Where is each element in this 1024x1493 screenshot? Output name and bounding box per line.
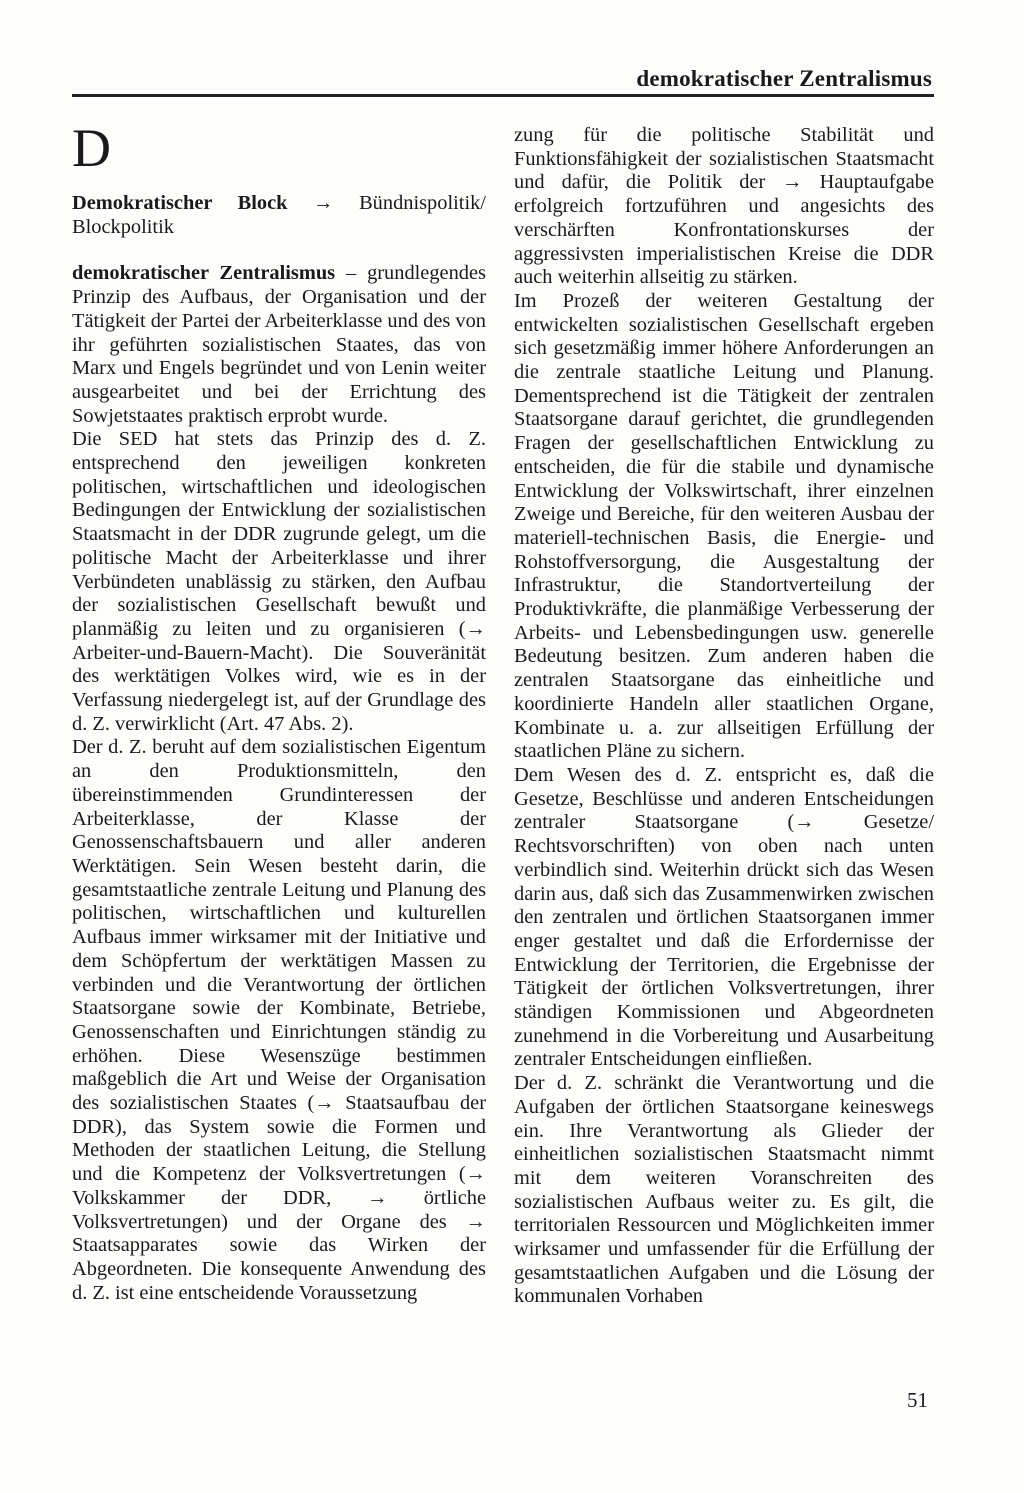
entry-term: Demokratischer Block (72, 192, 288, 214)
section-letter: D (72, 118, 111, 178)
entry-text: Bündnispolitik/ Blockpolitik (72, 192, 486, 238)
paragraph: zung für die politische Stabilität und Funktionsfähigkeit der sozialistischen Staatsmacht und dafür, die Politik der → Hauptaufgabe erfolgreich fortzuführen und angesichts des verschärften Konfrontationskurses der aggressivsten imperialistischen Kreise die DDR auch weiterhin allseitig zu stärken. (514, 124, 934, 289)
paragraph: Dem Wesen des d. Z. entspricht es, daß die Gesetze, Beschlüsse und anderen Entscheidungen zentraler Staatsorgane (→ Gesetze/ Rechtsvorschriften) von oben nach unten verbindlich sind. Weiterhin drückt sich das Wesen darin aus, daß sich das Zusammenwirken zwischen den zentralen und örtlichen Staatsorganen immer enger gestaltet und daß die Erfordernisse der Entwicklung der Territorien, die Ergebnisse der Tätigkeit der örtlichen Volksvertretungen, ihrer ständigen Kommissionen und Abgeordneten zunehmend in die Vorbereitung und Ausarbeitung zentraler Entscheidungen einfließen. (514, 763, 934, 1071)
entry-demokratischer-zentralismus (72, 262, 486, 428)
cross-reference-arrow: → (287, 192, 360, 214)
entry-demokratischer-block (72, 192, 486, 239)
right-column (514, 124, 934, 1309)
paragraph: Die SED hat stets das Prinzip des d. Z. entsprechend den jeweiligen konkreten politischen, wirtschaftlichen und ideologischen Bedingungen der Entwicklung der sozialistischen Staatsmacht in der DDR zugrunde gelegt, um die politische Macht der Arbeiterklasse und ihrer Verbündeten unablässig zu stärken, den Aufbau der sozialistischen Gesellschaft bewußt und planmäßig zu leiten und zu organisieren (→ Arbeiter-und-Bauern-Macht). Die Souveränität des werktätigen Volkes wird, wie es in der Verfassung niedergelegt ist, auf der Grundlage des d. Z. verwirklicht (Art. 47 Abs. 2). (72, 428, 486, 735)
page-number: 51 (907, 1388, 928, 1412)
paragraph: Der d. Z. schränkt die Verantwortung und die Aufgaben der örtlichen Staatsorgane keineswegs ein. Ihre Verantwortung als Glieder der einheitlichen sozialistischen Staatsmacht nimmt mit dem weiteren Voranschreiten des sozialistischen Aufbaus weiter zu. Es gilt, die territorialen Ressourcen und Möglichkeiten immer wirksamer und umfassender für die Erfüllung der gesamtstaatlichen Aufgaben und die Lösung der kommunalen Vorhaben (514, 1072, 934, 1308)
running-head: demokratischer Zentralismus (636, 66, 932, 91)
paragraph: Der d. Z. beruht auf dem sozialistischen Eigentum an den Produktionsmitteln, den übereinstimmenden Grundinteressen der Arbeiterklasse, der Klasse der Genossenschaftsbauern und aller anderen Werktätigen. Sein Wesen besteht darin, die gesamtstaatliche zentrale Leitung und Planung des politischen, wirtschaftlichen und kulturellen Aufbaus immer wirksamer mit der Initiative und dem Schöpfertum der werktätigen Massen zu verbinden und die Verantwortung der örtlichen Staatsorgane sowie der Kombinate, Betriebe, Genossenschaften und Einrichtungen ständig zu erhöhen. Diese Wesenszüge bestimmen maßgeblich die Art und Weise der Organisation des sozialistischen Staates (→ Staatsaufbau der DDR), das System sowie die Formen und Methoden der staatlichen Leitung, die Stellung und die Kompetenz der Volksvertretungen (→ Volkskammer der DDR, → örtliche Volksvertretungen) und der Organe des → Staatsapparates sowie das Wirken der Abgeordneten. Die konsequente Anwendung des d. Z. ist eine entscheidende Voraussetzung (72, 736, 486, 1304)
left-column (72, 192, 486, 1305)
header-rule (72, 94, 934, 97)
entry-text: – grundlegendes Prinzip des Aufbaus, der Organisation und der Tätigkeit der Partei der Arbeiterklasse und des von ihr geführten sozialistischen Staates, das von Marx und Engels begründet und von Lenin weiter ausgearbeitet und bei der Errichtung des Sowjetstaates praktisch erprobt wurde. (72, 262, 486, 427)
entry-term: demokratischer Zentralismus (72, 262, 336, 285)
paragraph: Im Prozeß der weiteren Gestaltung der entwickelten sozialistischen Gesellschaft ergeben sich gesetzmäßig immer höhere Anforderungen an die zentrale staatliche Leitung und Planung. Dementsprechend ist die Tätigkeit der zentralen Staatsorgane darauf gerichtet, die grundlegenden Fragen der gesellschaftlichen Entwicklung zu entscheiden, die für die stabile und dynamische Entwicklung der Volkswirtschaft, ihrer einzelnen Zweige und Bereiche, für den weiteren Ausbau der materiell-technischen Basis, die Energie- und Rohstoffversorgung, die Ausgestaltung der Infrastruktur, die Standortverteilung der Produktivkräfte, die planmäßige Verbesserung der Arbeits- und Lebensbedingungen usw. generelle Bedeutung besitzen. Zum anderen haben die zentralen Staatsorgane das einheitliche und koordinierte Handeln aller staatlichen Organe, Kombinate u. a. zur allseitigen Erfüllung der staatlichen Pläne zu sichern. (514, 289, 934, 763)
